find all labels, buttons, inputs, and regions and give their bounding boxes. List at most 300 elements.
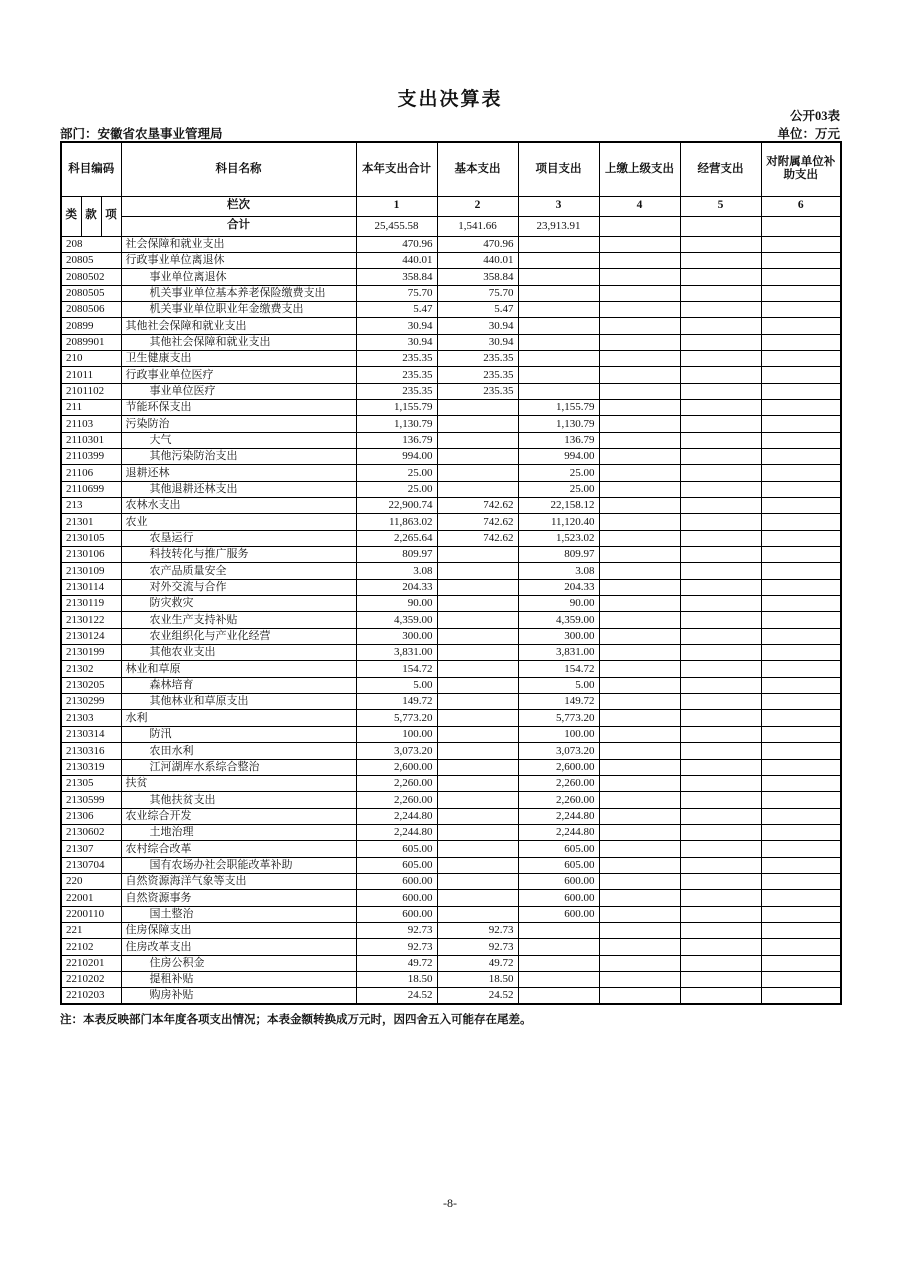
subject-name-cell: 行政事业单位离退休 bbox=[121, 252, 356, 268]
value-cell bbox=[761, 759, 841, 775]
value-cell: 742.62 bbox=[437, 498, 518, 514]
value-cell bbox=[437, 481, 518, 497]
subject-code-cell: 2130205 bbox=[61, 677, 121, 693]
value-cell: 1,523.02 bbox=[518, 530, 599, 546]
value-cell bbox=[761, 547, 841, 563]
value-cell: 5,773.20 bbox=[356, 710, 437, 726]
value-cell: 92.73 bbox=[356, 939, 437, 955]
subject-code-cell: 21307 bbox=[61, 841, 121, 857]
subject-name-cell: 社会保障和就业支出 bbox=[121, 236, 356, 252]
subject-code-cell: 21303 bbox=[61, 710, 121, 726]
value-cell: 30.94 bbox=[437, 334, 518, 350]
value-cell bbox=[599, 563, 680, 579]
value-cell bbox=[599, 775, 680, 791]
header-upturned-expenditure: 上缴上级支出 bbox=[599, 142, 680, 196]
value-cell bbox=[437, 873, 518, 889]
table-row bbox=[61, 661, 841, 677]
value-cell bbox=[761, 922, 841, 938]
value-cell bbox=[599, 971, 680, 987]
value-cell bbox=[599, 792, 680, 808]
subject-code-cell: 22102 bbox=[61, 939, 121, 955]
value-cell bbox=[518, 285, 599, 301]
value-cell bbox=[518, 269, 599, 285]
subject-name-cell: 其他林业和草原支出 bbox=[121, 694, 356, 710]
column-number: 2 bbox=[437, 196, 518, 216]
value-cell: 440.01 bbox=[437, 252, 518, 268]
value-cell: 300.00 bbox=[518, 628, 599, 644]
value-cell bbox=[599, 955, 680, 971]
value-cell: 24.52 bbox=[356, 988, 437, 1004]
value-cell bbox=[761, 890, 841, 906]
subject-name-cell: 住房保障支出 bbox=[121, 922, 356, 938]
subject-name-cell: 退耕还林 bbox=[121, 465, 356, 481]
value-cell: 154.72 bbox=[356, 661, 437, 677]
value-cell: 30.94 bbox=[356, 318, 437, 334]
value-cell: 4,359.00 bbox=[356, 612, 437, 628]
value-cell bbox=[437, 612, 518, 628]
subject-name-cell: 节能环保支出 bbox=[121, 399, 356, 415]
value-cell: 5.00 bbox=[356, 677, 437, 693]
value-cell: 600.00 bbox=[518, 890, 599, 906]
subject-name-cell: 住房公积金 bbox=[121, 955, 356, 971]
subject-name-cell: 农业生产支持补贴 bbox=[121, 612, 356, 628]
value-cell bbox=[761, 710, 841, 726]
subject-code-cell: 21306 bbox=[61, 808, 121, 824]
value-cell bbox=[680, 367, 761, 383]
value-cell bbox=[761, 743, 841, 759]
value-cell: 25.00 bbox=[518, 465, 599, 481]
value-cell bbox=[599, 481, 680, 497]
subject-name-cell: 购房补贴 bbox=[121, 988, 356, 1004]
value-cell bbox=[599, 906, 680, 922]
value-cell: 204.33 bbox=[356, 579, 437, 595]
value-cell bbox=[599, 677, 680, 693]
total-value: 25,455.58 bbox=[356, 216, 437, 236]
table-row bbox=[61, 547, 841, 563]
value-cell bbox=[761, 252, 841, 268]
value-cell bbox=[761, 448, 841, 464]
table-row bbox=[61, 677, 841, 693]
value-cell bbox=[761, 301, 841, 317]
value-cell: 136.79 bbox=[356, 432, 437, 448]
subject-name-cell: 林业和草原 bbox=[121, 661, 356, 677]
subject-code-cell: 221 bbox=[61, 922, 121, 938]
value-cell bbox=[599, 269, 680, 285]
value-cell: 25.00 bbox=[356, 465, 437, 481]
value-cell bbox=[437, 661, 518, 677]
value-cell: 5.47 bbox=[356, 301, 437, 317]
table-row bbox=[61, 694, 841, 710]
table-row bbox=[61, 775, 841, 791]
header-project-expenditure: 项目支出 bbox=[518, 142, 599, 196]
value-cell bbox=[599, 824, 680, 840]
subject-name-cell: 农垦运行 bbox=[121, 530, 356, 546]
value-cell bbox=[599, 350, 680, 366]
value-cell bbox=[680, 710, 761, 726]
value-cell bbox=[599, 547, 680, 563]
value-cell bbox=[518, 236, 599, 252]
value-cell: 605.00 bbox=[518, 841, 599, 857]
value-cell: 1,155.79 bbox=[518, 399, 599, 415]
value-cell: 75.70 bbox=[356, 285, 437, 301]
value-cell bbox=[761, 350, 841, 366]
value-cell: 600.00 bbox=[356, 890, 437, 906]
value-cell bbox=[599, 939, 680, 955]
value-cell bbox=[761, 334, 841, 350]
value-cell bbox=[599, 890, 680, 906]
value-cell bbox=[437, 841, 518, 857]
subject-name-cell: 卫生健康支出 bbox=[121, 350, 356, 366]
subject-code-cell: 2130106 bbox=[61, 547, 121, 563]
subject-code-cell: 2080502 bbox=[61, 269, 121, 285]
value-cell: 204.33 bbox=[518, 579, 599, 595]
value-cell: 235.35 bbox=[437, 383, 518, 399]
value-cell bbox=[599, 530, 680, 546]
subject-code-cell: 2210201 bbox=[61, 955, 121, 971]
value-cell bbox=[599, 514, 680, 530]
value-cell: 600.00 bbox=[356, 873, 437, 889]
value-cell: 2,260.00 bbox=[518, 792, 599, 808]
value-cell bbox=[680, 873, 761, 889]
value-cell: 92.73 bbox=[356, 922, 437, 938]
value-cell bbox=[599, 416, 680, 432]
value-cell: 2,600.00 bbox=[518, 759, 599, 775]
table-row bbox=[61, 726, 841, 742]
subject-name-cell: 其他污染防治支出 bbox=[121, 448, 356, 464]
table-row bbox=[61, 906, 841, 922]
value-cell bbox=[599, 432, 680, 448]
subject-code-cell: 2130314 bbox=[61, 726, 121, 742]
value-cell: 2,244.80 bbox=[356, 808, 437, 824]
value-cell: 300.00 bbox=[356, 628, 437, 644]
page-number: -8- bbox=[443, 1196, 457, 1210]
value-cell bbox=[761, 269, 841, 285]
value-cell bbox=[761, 677, 841, 693]
subject-name-cell: 其他农业支出 bbox=[121, 645, 356, 661]
value-cell bbox=[518, 318, 599, 334]
value-cell bbox=[437, 465, 518, 481]
total-value: 23,913.91 bbox=[518, 216, 599, 236]
subject-name-cell: 大气 bbox=[121, 432, 356, 448]
subject-code-cell: 21301 bbox=[61, 514, 121, 530]
value-cell: 49.72 bbox=[356, 955, 437, 971]
table-row bbox=[61, 710, 841, 726]
value-cell bbox=[437, 759, 518, 775]
value-cell bbox=[599, 612, 680, 628]
value-cell: 2,260.00 bbox=[356, 792, 437, 808]
table-row bbox=[61, 498, 841, 514]
subject-name-cell: 自然资源事务 bbox=[121, 890, 356, 906]
table-row bbox=[61, 563, 841, 579]
table-row bbox=[61, 432, 841, 448]
value-cell bbox=[599, 383, 680, 399]
subject-name-cell: 农业 bbox=[121, 514, 356, 530]
subject-code-cell: 2089901 bbox=[61, 334, 121, 350]
value-cell bbox=[437, 710, 518, 726]
value-cell bbox=[518, 971, 599, 987]
subject-code-cell: 2130704 bbox=[61, 857, 121, 873]
value-cell bbox=[437, 596, 518, 612]
value-cell bbox=[680, 350, 761, 366]
table-row bbox=[61, 367, 841, 383]
table-row bbox=[61, 269, 841, 285]
value-cell bbox=[680, 661, 761, 677]
value-cell bbox=[680, 481, 761, 497]
value-cell: 2,244.80 bbox=[356, 824, 437, 840]
value-cell: 18.50 bbox=[437, 971, 518, 987]
value-cell: 11,863.02 bbox=[356, 514, 437, 530]
value-cell: 235.35 bbox=[356, 383, 437, 399]
value-cell bbox=[680, 808, 761, 824]
value-cell: 4,359.00 bbox=[518, 612, 599, 628]
subject-code-cell: 21305 bbox=[61, 775, 121, 791]
value-cell bbox=[761, 612, 841, 628]
table-row bbox=[61, 857, 841, 873]
value-cell: 5.00 bbox=[518, 677, 599, 693]
value-cell bbox=[761, 955, 841, 971]
value-cell: 809.97 bbox=[356, 547, 437, 563]
value-cell bbox=[437, 628, 518, 644]
subject-name-cell: 江河湖库水系综合整治 bbox=[121, 759, 356, 775]
value-cell: 235.35 bbox=[437, 367, 518, 383]
value-cell bbox=[761, 514, 841, 530]
subject-code-cell: 2101102 bbox=[61, 383, 121, 399]
value-cell bbox=[761, 563, 841, 579]
table-row bbox=[61, 448, 841, 464]
value-cell bbox=[518, 301, 599, 317]
table-row bbox=[61, 383, 841, 399]
subject-code-cell: 21302 bbox=[61, 661, 121, 677]
value-cell bbox=[680, 726, 761, 742]
value-cell bbox=[680, 399, 761, 415]
subject-name-cell: 农业综合开发 bbox=[121, 808, 356, 824]
value-cell bbox=[761, 383, 841, 399]
value-cell bbox=[680, 890, 761, 906]
value-cell: 605.00 bbox=[518, 857, 599, 873]
value-cell bbox=[518, 922, 599, 938]
value-cell bbox=[518, 988, 599, 1004]
value-cell bbox=[761, 498, 841, 514]
subject-code-cell: 2210203 bbox=[61, 988, 121, 1004]
value-cell: 994.00 bbox=[518, 448, 599, 464]
value-cell: 2,260.00 bbox=[356, 775, 437, 791]
value-cell: 11,120.40 bbox=[518, 514, 599, 530]
value-cell: 470.96 bbox=[356, 236, 437, 252]
form-code-label: 公开03表 bbox=[789, 109, 840, 123]
subject-code-cell: 2130124 bbox=[61, 628, 121, 644]
value-cell bbox=[761, 285, 841, 301]
department-label: 部门：安徽省农垦事业管理局 bbox=[60, 127, 223, 141]
subject-code-cell: 2130299 bbox=[61, 694, 121, 710]
value-cell: 3,073.20 bbox=[356, 743, 437, 759]
subject-code-cell: 22001 bbox=[61, 890, 121, 906]
value-cell bbox=[761, 579, 841, 595]
value-cell bbox=[680, 285, 761, 301]
value-cell bbox=[761, 399, 841, 415]
footnote: 注：本表反映部门本年度各项支出情况；本表金额转换成万元时，因四舍五入可能存在尾差。 bbox=[60, 1014, 532, 1026]
table-row bbox=[61, 939, 841, 955]
value-cell bbox=[437, 547, 518, 563]
value-cell bbox=[680, 939, 761, 955]
value-cell bbox=[680, 775, 761, 791]
value-cell: 154.72 bbox=[518, 661, 599, 677]
value-cell: 3.08 bbox=[518, 563, 599, 579]
value-cell bbox=[599, 498, 680, 514]
value-cell bbox=[599, 841, 680, 857]
subject-code-cell: 20899 bbox=[61, 318, 121, 334]
header-code-item: 项 bbox=[101, 196, 121, 236]
value-cell: 49.72 bbox=[437, 955, 518, 971]
value-cell bbox=[437, 824, 518, 840]
value-cell bbox=[437, 775, 518, 791]
value-cell: 3,831.00 bbox=[518, 645, 599, 661]
value-cell: 149.72 bbox=[518, 694, 599, 710]
value-cell bbox=[761, 236, 841, 252]
subject-code-cell: 211 bbox=[61, 399, 121, 415]
column-number: 1 bbox=[356, 196, 437, 216]
value-cell bbox=[680, 971, 761, 987]
value-cell bbox=[761, 971, 841, 987]
table-row bbox=[61, 416, 841, 432]
table-row bbox=[61, 481, 841, 497]
subject-name-cell: 机关事业单位基本养老保险缴费支出 bbox=[121, 285, 356, 301]
value-cell bbox=[680, 448, 761, 464]
subject-code-cell: 21011 bbox=[61, 367, 121, 383]
table-row bbox=[61, 579, 841, 595]
value-cell bbox=[599, 759, 680, 775]
value-cell: 100.00 bbox=[356, 726, 437, 742]
table-row bbox=[61, 890, 841, 906]
value-cell bbox=[680, 841, 761, 857]
value-cell: 440.01 bbox=[356, 252, 437, 268]
column-number: 6 bbox=[761, 196, 841, 216]
value-cell bbox=[599, 645, 680, 661]
value-cell bbox=[599, 318, 680, 334]
header-code-class: 类 bbox=[61, 196, 81, 236]
value-cell: 92.73 bbox=[437, 939, 518, 955]
value-cell bbox=[761, 873, 841, 889]
value-cell: 24.52 bbox=[437, 988, 518, 1004]
subject-name-cell: 森林培育 bbox=[121, 677, 356, 693]
total-value bbox=[599, 216, 680, 236]
value-cell bbox=[761, 775, 841, 791]
value-cell bbox=[680, 579, 761, 595]
subject-name-cell: 农村综合改革 bbox=[121, 841, 356, 857]
value-cell bbox=[437, 694, 518, 710]
total-value bbox=[680, 216, 761, 236]
value-cell bbox=[761, 906, 841, 922]
table-row bbox=[61, 285, 841, 301]
subject-name-cell: 其他社会保障和就业支出 bbox=[121, 318, 356, 334]
value-cell bbox=[599, 334, 680, 350]
value-cell: 100.00 bbox=[518, 726, 599, 742]
value-cell bbox=[680, 922, 761, 938]
value-cell bbox=[599, 596, 680, 612]
subject-code-cell: 2130199 bbox=[61, 645, 121, 661]
table-row bbox=[61, 759, 841, 775]
value-cell bbox=[680, 988, 761, 1004]
value-cell: 2,265.64 bbox=[356, 530, 437, 546]
value-cell bbox=[518, 334, 599, 350]
subject-code-cell: 20805 bbox=[61, 252, 121, 268]
subject-name-cell: 事业单位医疗 bbox=[121, 383, 356, 399]
value-cell bbox=[680, 677, 761, 693]
total-value: 1,541.66 bbox=[437, 216, 518, 236]
value-cell: 5,773.20 bbox=[518, 710, 599, 726]
value-cell: 1,155.79 bbox=[356, 399, 437, 415]
subject-code-cell: 2130119 bbox=[61, 596, 121, 612]
header-row-main bbox=[61, 142, 841, 196]
value-cell bbox=[680, 498, 761, 514]
table-row bbox=[61, 530, 841, 546]
subject-name-cell: 行政事业单位医疗 bbox=[121, 367, 356, 383]
total-row-label: 合计 bbox=[121, 216, 356, 236]
subject-code-cell: 2110399 bbox=[61, 448, 121, 464]
value-cell bbox=[680, 514, 761, 530]
table-body bbox=[61, 236, 841, 1004]
subject-name-cell: 提租补贴 bbox=[121, 971, 356, 987]
value-cell bbox=[599, 922, 680, 938]
value-cell bbox=[680, 824, 761, 840]
value-cell: 22,900.74 bbox=[356, 498, 437, 514]
value-cell: 22,158.12 bbox=[518, 498, 599, 514]
table-row bbox=[61, 743, 841, 759]
table-row bbox=[61, 252, 841, 268]
value-cell bbox=[680, 628, 761, 644]
subject-name-cell: 农产品质量安全 bbox=[121, 563, 356, 579]
value-cell bbox=[761, 824, 841, 840]
value-cell bbox=[680, 334, 761, 350]
value-cell: 470.96 bbox=[437, 236, 518, 252]
table-row bbox=[61, 596, 841, 612]
value-cell bbox=[518, 350, 599, 366]
value-cell bbox=[437, 448, 518, 464]
value-cell bbox=[761, 694, 841, 710]
value-cell bbox=[680, 857, 761, 873]
expenditure-table bbox=[60, 141, 842, 1005]
value-cell: 25.00 bbox=[518, 481, 599, 497]
subject-code-cell: 2130114 bbox=[61, 579, 121, 595]
value-cell bbox=[680, 955, 761, 971]
value-cell: 3,831.00 bbox=[356, 645, 437, 661]
value-cell bbox=[437, 808, 518, 824]
table-row bbox=[61, 236, 841, 252]
subject-name-cell: 其他扶贫支出 bbox=[121, 792, 356, 808]
value-cell: 605.00 bbox=[356, 857, 437, 873]
header-row-columns bbox=[61, 196, 841, 216]
value-cell: 149.72 bbox=[356, 694, 437, 710]
table-row bbox=[61, 318, 841, 334]
value-cell bbox=[599, 285, 680, 301]
subject-code-cell: 208 bbox=[61, 236, 121, 252]
header-row-total bbox=[61, 216, 841, 236]
value-cell bbox=[761, 792, 841, 808]
subject-name-cell: 对外交流与合作 bbox=[121, 579, 356, 595]
column-number: 3 bbox=[518, 196, 599, 216]
value-cell: 75.70 bbox=[437, 285, 518, 301]
value-cell bbox=[518, 252, 599, 268]
subject-name-cell: 住房改革支出 bbox=[121, 939, 356, 955]
value-cell: 90.00 bbox=[518, 596, 599, 612]
subject-code-cell: 2130319 bbox=[61, 759, 121, 775]
value-cell bbox=[437, 399, 518, 415]
value-cell bbox=[761, 988, 841, 1004]
value-cell: 235.35 bbox=[356, 367, 437, 383]
value-cell bbox=[680, 612, 761, 628]
columns-row-label: 栏次 bbox=[121, 196, 356, 216]
header-basic-expenditure: 基本支出 bbox=[437, 142, 518, 196]
subject-name-cell: 事业单位离退休 bbox=[121, 269, 356, 285]
